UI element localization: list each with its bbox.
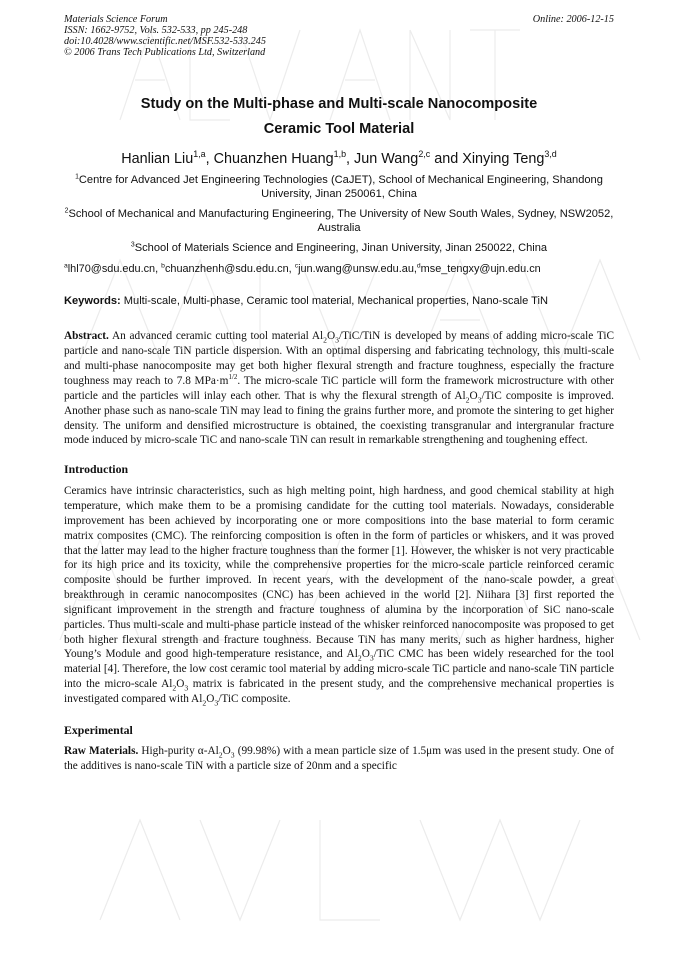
title-line-1: Study on the Multi-phase and Multi-scale Nanocomposite [140, 96, 538, 112]
introduction-text: O [361, 648, 370, 661]
introduction-text: matrix is fabricated in the present study, and the comprehensive mechanical properties is investigated compared with Al [64, 678, 614, 705]
introduction-text: O [206, 693, 215, 705]
email-address[interactable]: jun.wang@unsw.edu.au, [298, 263, 417, 276]
affiliation-mark: 1 [75, 173, 79, 181]
author-affiliation-mark: 1,b [333, 149, 347, 160]
affiliation-mark: 2 [64, 207, 69, 215]
email-mark: b [161, 262, 165, 270]
introduction-subscript: 3 [369, 653, 374, 663]
affiliation-mark: 3 [130, 240, 135, 248]
author-affiliation-mark: 2,c [418, 149, 431, 160]
raw-materials-subscript: 3 [230, 750, 235, 760]
introduction-subscript: 3 [184, 683, 189, 693]
introduction-text: O [176, 678, 185, 691]
journal-name: Materials Science Forum [64, 14, 168, 25]
raw-materials-paragraph [64, 744, 614, 774]
raw-materials-text: O [222, 744, 231, 757]
author-list [64, 151, 614, 168]
author-name: Chuanzhen Huang [213, 151, 334, 167]
email-mark: d [416, 262, 421, 270]
introduction-subscript: 2 [202, 698, 207, 708]
introduction-subscript: 3 [214, 698, 219, 708]
raw-materials-body [64, 745, 614, 772]
email-line [64, 262, 614, 276]
doi-line[interactable]: doi:10.4028/www.scientific.net/MSF.532-533.245 [64, 36, 266, 47]
author-separator: and [430, 151, 463, 167]
introduction-text: Ceramics have intrinsic characteristics, such as high melting point, high hardness, and good chemical stability at high temperature, which make them to be a promising candidate for the cutting tool materials. Nowadays, considerable improvement has been achieved by incorporating one or more compositions into the base material to form ceramic matrix composites (CMC). The reinforcing composition is often in the form of particles or whiskers, and it was proved that the latter may lead to the higher fracture toughness than the former [1]. However, the whisker is not very practicable for its high price and its toxicity, while the comprehensive properties for the micro-scale particle reinforced ceramic composite should be further improved. In recent years, with the development of the nano-scale powder, a great breakthrough in ceramic nanocomposites (CNC) has been achieved in the world [2]. Niihara [3] first reported the significant improvement in the strength and fracture toughness of alumina by the incorporation of SiC nano-scale particles. Thus multi-scale and multi-phase particle instead of the whisker reinforced nanocomposite was proposed to get both higher flexural strength and fracture toughness. Because TiN has many merits, such as higher hardness, higher Young’s Module and good high-temperature resistance, and Al [64, 485, 614, 661]
abstract-text: An advanced ceramic cutting tool material Al [108, 330, 324, 343]
abstract-body [64, 330, 614, 446]
keywords [64, 294, 614, 308]
affiliation [64, 241, 614, 255]
introduction-text: /TiC CMC has been widely researched for the tool material [4]. Therefore, the low cost ceramic tool material by adding micro-scale TiC particle and nano-scale TiN particle into the micro-scale Al [64, 648, 614, 691]
experimental-heading: Experimental [64, 722, 133, 737]
email-address[interactable]: chuanzhenh@sdu.edu.cn, [164, 263, 295, 276]
abstract-label: Abstract. [64, 330, 109, 343]
author-name: Hanlian Liu [121, 151, 194, 167]
abstract-text: /TiC/TiN is developed by means of adding micro-scale TiC particle and nano-scale TiN particle dispersion. With an optimal dispersing and fabricating technology, this multi-scale and multi-phase nanocomposite may get both higher flexural strength and fracture toughness, especially the fracture toughness may reach to 7.8 MPa·m [64, 330, 614, 387]
introduction-text: /TiC composite. [218, 693, 291, 705]
affiliation [64, 173, 614, 202]
paper-page [64, 14, 614, 774]
raw-materials-subscript: 2 [218, 750, 223, 760]
keywords-label: Keywords: [64, 295, 121, 308]
affiliation-text: Centre for Advanced Jet Engineering Technologies (CaJET), School of Mechanical Engineering, Shandong University, Jinan 250061, China [78, 174, 603, 201]
affiliation-text: School of Mechanical and Manufacturing Engineering, The University of New South Wales, Sydney, NSW2052, Australia [68, 207, 614, 235]
author-name: Xinying Teng [462, 151, 545, 167]
keywords-text: Multi-scale, Multi-phase, Ceramic tool material, Mechanical properties, Nano-scale TiN [120, 295, 548, 308]
introduction-heading: Introduction [64, 462, 129, 477]
abstract-text: O [469, 389, 478, 402]
abstract [64, 329, 614, 448]
raw-materials-text: High-purity α-Al [138, 744, 219, 757]
issn-line: ISSN: 1662-9752, Vols. 532-533, pp 245-248 [64, 25, 248, 36]
abstract-subscript: 2 [465, 395, 470, 405]
author-affiliation-mark: 1,a [193, 149, 206, 160]
author-name: Jun Wang [354, 151, 419, 167]
author-affiliation-mark: 3,d [544, 149, 557, 160]
email-mark: a [64, 262, 68, 270]
title-line-2: Ceramic Tool Material [263, 121, 415, 137]
abstract-text: . The micro-scale TiC particle will form the framework microstructure with other particle and the particles will inlay each other. That is why the flexural strength of Al [64, 374, 614, 402]
online-date: Online: 2006-12-15 [532, 14, 614, 25]
introduction-subscript: 2 [172, 683, 177, 693]
copyright-line: © 2006 Trans Tech Publications Ltd, Switzerland [64, 47, 266, 58]
affiliation-list [64, 173, 614, 255]
affiliation [64, 207, 614, 236]
abstract-text: O [327, 330, 336, 343]
author-separator: , [346, 151, 355, 167]
abstract-subscript: 3 [477, 395, 482, 405]
author-separator: , [205, 151, 214, 167]
abstract-subscript: 3 [335, 335, 340, 345]
affiliation-text: School of Materials Science and Engineering, Jinan University, Jinan 250022, China [134, 241, 548, 254]
abstract-subscript: 2 [323, 335, 327, 345]
email-address[interactable]: mse_tengxy@ujn.edu.cn [420, 263, 541, 276]
raw-materials-label: Raw Materials. [64, 744, 139, 757]
abstract-text: /TiC composite is improved. Another phase such as nano-scale TiN may lead to fining the grains further more, and promote the sintering to get higher density. The uniform and densified microstructure is obtained, the coexisting transgranular and intergranular fracture mode induced by micro-scale TiC and nano-scale TiN can result in remarkable strengthening and toughening effect. [64, 389, 614, 447]
journal-header [64, 14, 614, 58]
abstract-superscript: 1/2 [228, 373, 238, 382]
paper-title [64, 92, 614, 142]
introduction-subscript: 2 [357, 653, 362, 663]
raw-materials-text: (99.98%) with a mean particle size of 1.5μm was used in the present study. One of the additives is nano-scale TiN with a particle size of 20nm and a specific [64, 744, 614, 772]
email-mark: c [294, 262, 299, 270]
email-address[interactable]: lhl70@sdu.edu.cn, [67, 263, 162, 276]
introduction-body [64, 484, 614, 707]
